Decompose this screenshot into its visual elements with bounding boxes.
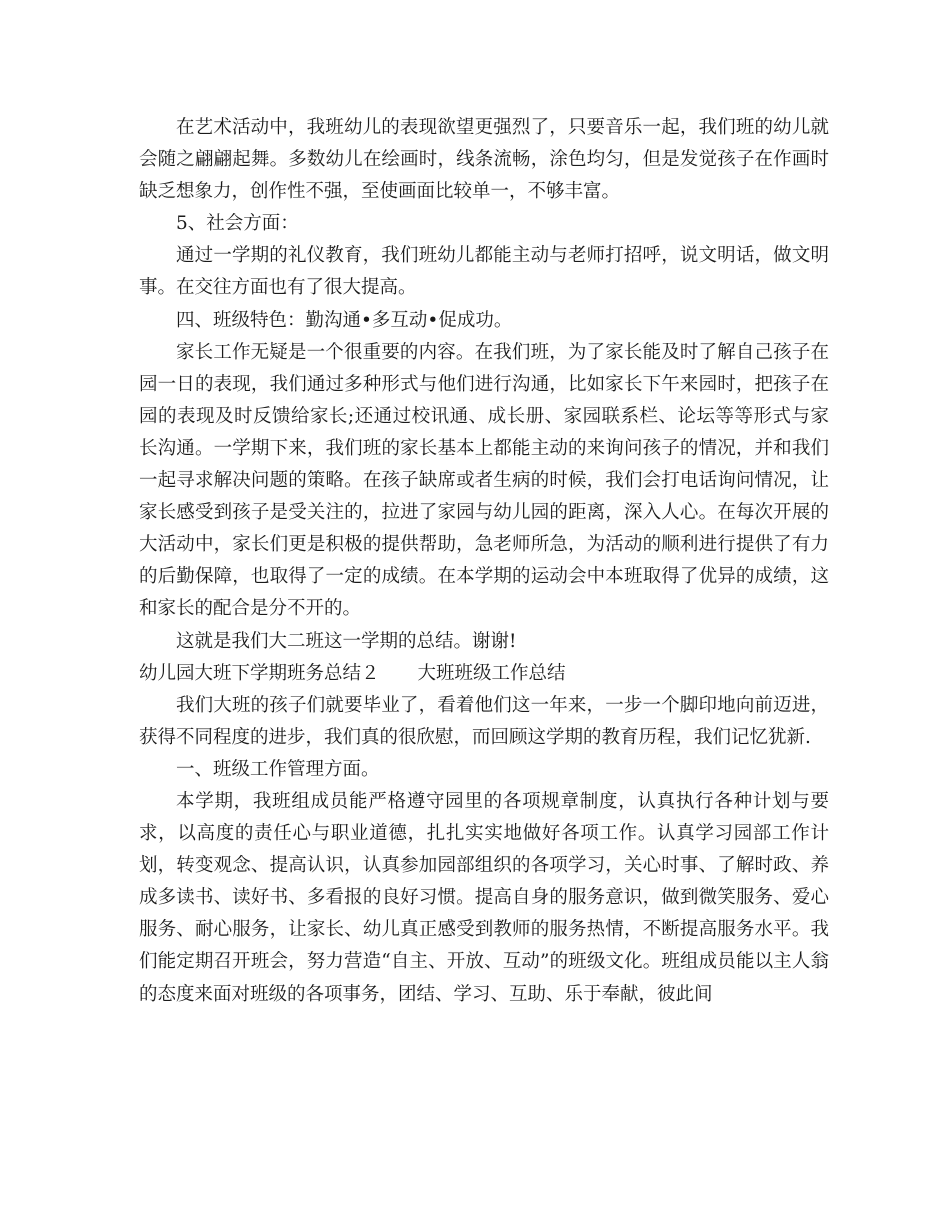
heading-left: 幼儿园大班下学期班务总结２ bbox=[139, 662, 380, 684]
paragraph-graduation: 我们大班的孩子们就要毕业了，看着他们这一年来，一步一个脚印地向前迈进，获得不同程度的进步，我们真的很欣慰，而回顾这学期的教育历程，我们记忆犹新. bbox=[139, 694, 829, 748]
section-class-management: 一、班级工作管理方面。 bbox=[176, 758, 380, 780]
paragraph-management: 本学期，我班组成员能严格遵守园里的各项规章制度，认真执行各种计划与要求，以高度的责任心与职业道德，扎扎实实地做好各项工作。认真学习园部工作计划，转变观念、提高认识，认真参加园部组织的各项学习，关心时事、了解时政、养成多读书、读好书、多看报的良好习惯。提高自身的服务意识，做到微笑服务、爱心服务、耐心服务，让家长、幼儿真正感受到教师的服务热情，不断提高服务水平。我们能定期召开班会，努力营造“自主、开放、互动”的班级文化。班组成员能以主人翁的态度来面对班级的各项事务，团结、学习、互助、乐于奉献，彼此间 bbox=[139, 790, 829, 1005]
paragraph-parent-work: 家长工作无疑是一个很重要的内容。在我们班，为了家长能及时了解自己孩子在园一日的表现，我们通过多种形式与他们进行沟通，比如家长下午来园时，把孩子在园的表现及时反馈给家长;还通过校讯通、成长册、家园联系栏、论坛等等形式与家长沟通。一学期下来，我们班的家长基本上都能主动的来询问孩子的情况，并和我们一起寻求解决问题的策略。在孩子缺席或者生病的时候，我们会打电话询问情况，让家长感受到孩子是受关注的，拉进了家园与幼儿园的距离，深入人心。在每次开展的大活动中，家长们更是积极的提供帮助，急老师所急，为活动的顺利进行提供了有力的后勤保障，也取得了一定的成绩。在本学期的运动会中本班取得了优异的成绩，这和家长的配合是分不开的。 bbox=[139, 341, 829, 620]
paragraph-closing: 这就是我们大二班这一学期的总结。谢谢! bbox=[176, 630, 517, 652]
heading-right: 大班班级工作总结 bbox=[417, 662, 566, 684]
paragraph-art-activities: 在艺术活动中，我班幼儿的表现欲望更强烈了，只要音乐一起，我们班的幼儿就会随之翩翩起舞。多数幼儿在绘画时，线条流畅，涂色均匀，但是发觉孩子在作画时缺乏想象力，创作性不强，至使画面比较单一，不够丰富。 bbox=[139, 117, 829, 203]
section-class-features: 四、班级特色：勤沟通•多互动•促成功。 bbox=[176, 309, 513, 331]
document-body bbox=[139, 112, 829, 1011]
paragraph-etiquette: 通过一学期的礼仪教育，我们班幼儿都能主动与老师打招呼，说文明话，做文明事。在交往方面也有了很大提高。 bbox=[139, 245, 829, 299]
document-heading bbox=[139, 658, 829, 690]
section-social: 5、社会方面： bbox=[176, 213, 299, 235]
